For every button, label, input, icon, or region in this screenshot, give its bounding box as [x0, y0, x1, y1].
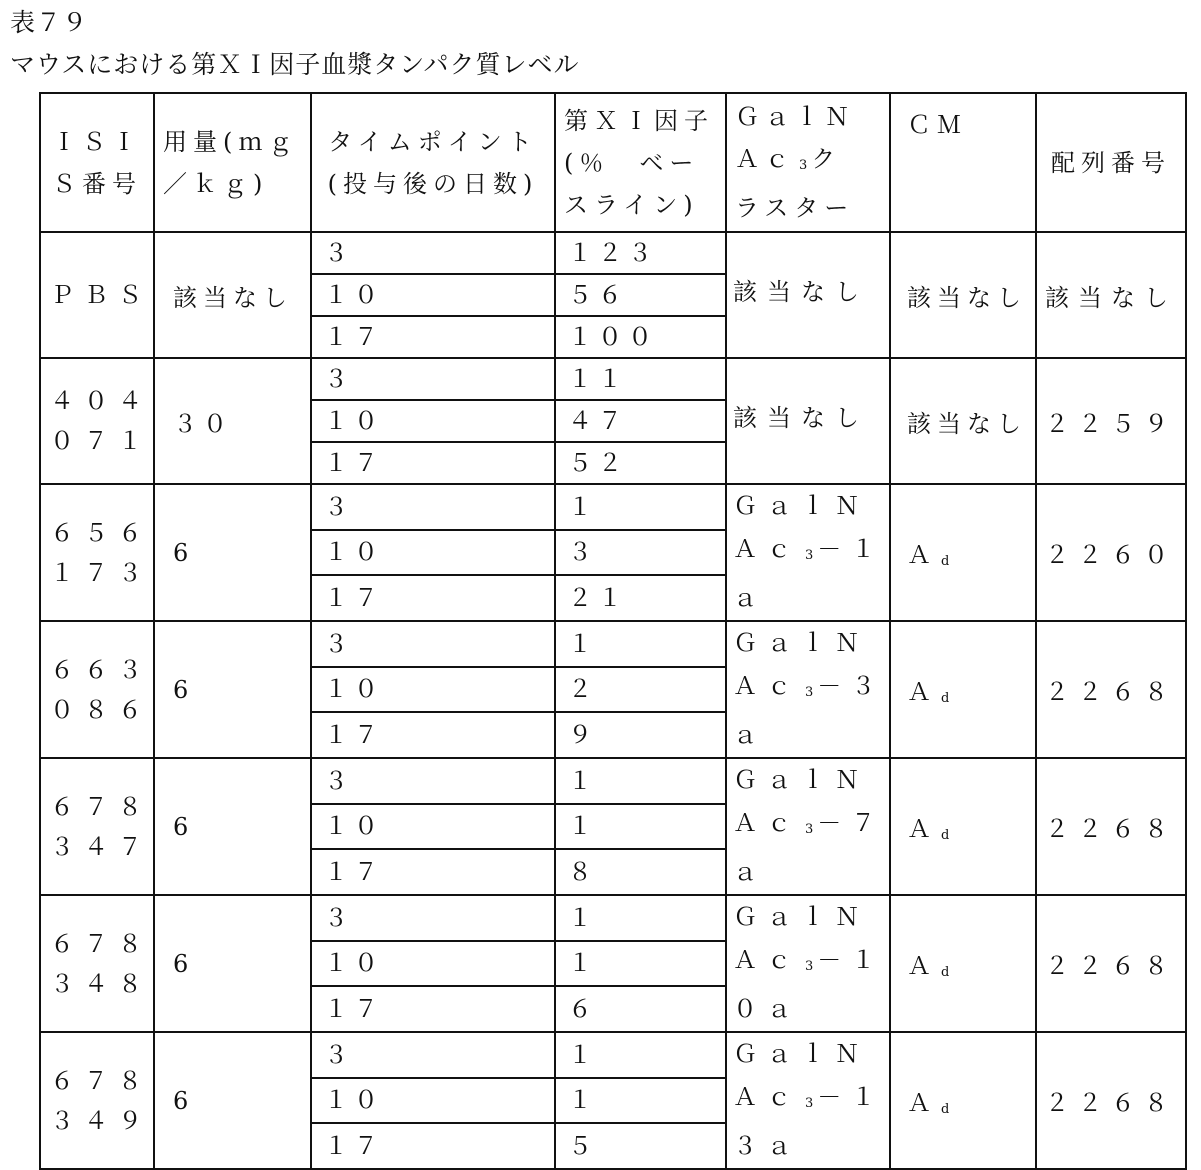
galnac-cluster [726, 232, 890, 358]
cm-sub: d [941, 1102, 950, 1117]
galnac-cluster [726, 621, 890, 758]
table-row [40, 484, 1186, 530]
table-row [40, 1032, 1186, 1078]
seq-id: ２２６８ [1036, 621, 1186, 758]
galnac-post: －１ [817, 535, 886, 563]
header-galnac-line1: ＧａｌＮ [735, 103, 855, 131]
galnac-line1: ＧａｌＮ [733, 903, 869, 931]
header-isis-line2: Ｓ番号 [52, 169, 142, 198]
isis-line1: ６５６ [50, 518, 152, 547]
timepoint: １０ [311, 804, 555, 850]
table-row [40, 621, 1186, 667]
isis-line2: ３４７ [50, 832, 152, 861]
isis-number [40, 758, 154, 895]
seq-id: ２２６０ [1036, 484, 1186, 621]
timepoint: ３ [311, 895, 555, 941]
galnac-post: －７ [817, 809, 886, 837]
galnac-post: －１ [817, 1083, 886, 1111]
galnac-cluster [726, 758, 890, 895]
dose: 6 [154, 895, 311, 1032]
galnac-line3: ａ [733, 584, 767, 612]
galnac-line1: ＧａｌＮ [733, 1040, 869, 1068]
header-galnac-post: ク [811, 145, 842, 173]
isis-number [40, 1032, 154, 1169]
galnac-post: －１ [817, 946, 886, 974]
timepoint: １０ [311, 1078, 555, 1124]
galnac-line3: ａ [733, 858, 767, 886]
header-timepoint [311, 93, 555, 232]
galnac-cluster [726, 484, 890, 621]
galnac-pre: Ａｃ [733, 672, 801, 700]
galnac-line3: ａ [733, 721, 767, 749]
isis-line2: ０７１ [50, 427, 152, 455]
isis-number [40, 895, 154, 1032]
galnac-line2 [733, 528, 889, 577]
cm [890, 621, 1036, 758]
fxi-percent: １２３ [555, 232, 726, 274]
timepoint: １０ [311, 941, 555, 987]
header-fxi-line1: 第ＸＩ因子 [564, 106, 714, 135]
galnac-line2 [733, 939, 889, 988]
header-galnac-line2 [735, 138, 881, 187]
table-row [40, 895, 1186, 941]
dose: ３０ [154, 358, 311, 484]
galnac-line2 [733, 802, 889, 851]
fxi-percent: ４７ [555, 400, 726, 442]
galnac-line2 [733, 1076, 889, 1125]
table-row [40, 358, 1186, 400]
timepoint: １７ [311, 575, 555, 621]
header-isis [40, 93, 154, 232]
header-timepoint-line2: (投与後の日数) [327, 169, 539, 198]
timepoint: ３ [311, 758, 555, 804]
dose: 該当なし [154, 232, 311, 358]
galnac-line2 [733, 665, 889, 714]
fxi-percent: ２１ [555, 575, 726, 621]
dose: 6 [154, 1032, 311, 1169]
galnac-line1: ＧａｌＮ [733, 492, 869, 520]
cm-main: 該当なし [907, 283, 1027, 312]
fxi-percent: １ [555, 1078, 726, 1124]
seq-id: 該当なし [1036, 232, 1186, 358]
isis-line2: ０８６ [50, 695, 152, 724]
cm [890, 232, 1036, 358]
header-galnac-cluster [726, 93, 890, 232]
header-cm: ＣＭ [890, 93, 1036, 232]
galnac-pre: 該当なし [733, 277, 869, 306]
table-row [40, 232, 1186, 274]
galnac-pre: 該当なし [733, 403, 869, 432]
header-dose-line1: 用量(ｍｇ [163, 127, 299, 156]
fxi-percent: １ [555, 484, 726, 530]
cm [890, 895, 1036, 1032]
galnac-line3: ０ａ [733, 995, 801, 1023]
cm [890, 758, 1036, 895]
cm-main: Ａ [907, 815, 937, 843]
cm-main: Ａ [907, 952, 937, 980]
fxi-percent: ３ [555, 530, 726, 576]
timepoint: １７ [311, 316, 555, 358]
cm-sub: d [941, 965, 950, 980]
header-seq-id: 配列番号 [1036, 93, 1186, 232]
seq-id: ２２６８ [1036, 895, 1186, 1032]
timepoint: ３ [311, 1032, 555, 1078]
galnac-sub: 3 [805, 685, 814, 700]
cm-sub: d [941, 691, 950, 706]
cm-main: 該当なし [907, 409, 1027, 438]
cm [890, 1032, 1036, 1169]
header-isis-line1: ＩＳＩ [52, 127, 142, 156]
isis-line1: ＰＢＳ [50, 281, 152, 309]
isis-line1: ６６３ [50, 655, 152, 684]
fxi-percent: ６ [555, 986, 726, 1032]
timepoint: １７ [311, 986, 555, 1032]
fxi-percent: １ [555, 621, 726, 667]
header-dose [154, 93, 311, 232]
fxi-percent: ５２ [555, 442, 726, 484]
timepoint: ３ [311, 358, 555, 400]
fxi-percent: １１ [555, 358, 726, 400]
fxi-percent: １ [555, 1032, 726, 1078]
isis-number [40, 232, 154, 358]
timepoint: ３ [311, 232, 555, 274]
header-dose-line2: ／ｋｇ) [163, 169, 269, 198]
fxi-percent: ５６ [555, 274, 726, 316]
cm [890, 484, 1036, 621]
dose: 6 [154, 484, 311, 621]
timepoint: １７ [311, 849, 555, 895]
dose: 6 [154, 758, 311, 895]
header-fxi [555, 93, 726, 232]
table-number: 表７９ [10, 8, 89, 37]
isis-line2: ３４９ [50, 1106, 152, 1135]
cm [890, 358, 1036, 484]
cm-sub: d [941, 828, 950, 843]
galnac-pre: Ａｃ [733, 946, 801, 974]
galnac-cluster [726, 895, 890, 1032]
isis-number [40, 358, 154, 484]
timepoint: １７ [311, 442, 555, 484]
dose: 6 [154, 621, 311, 758]
isis-line2: １７３ [50, 558, 152, 587]
seq-id: ２２５９ [1036, 358, 1186, 484]
timepoint: １７ [311, 1123, 555, 1169]
header-fxi-line2: (％ ベー [564, 148, 700, 177]
factor-xi-table [39, 92, 1187, 1170]
galnac-line1: ＧａｌＮ [733, 629, 869, 657]
isis-number [40, 484, 154, 621]
galnac-cluster [726, 358, 890, 484]
timepoint: １０ [311, 667, 555, 713]
galnac-pre: Ａｃ [733, 809, 801, 837]
galnac-sub: 3 [805, 822, 814, 837]
header-timepoint-line1: タイムポイント [328, 127, 538, 156]
timepoint: ３ [311, 621, 555, 667]
header-galnac-pre: Ａｃ [735, 145, 795, 173]
fxi-percent: ２ [555, 667, 726, 713]
isis-line1: ４０４ [50, 387, 152, 415]
header-fxi-line3: スライン) [564, 190, 699, 219]
galnac-sub: 3 [805, 1096, 814, 1111]
fxi-percent: １００ [555, 316, 726, 358]
galnac-line2 [733, 397, 889, 446]
galnac-cluster [726, 1032, 890, 1169]
fxi-percent: １ [555, 804, 726, 850]
isis-line1: ６７８ [50, 792, 152, 821]
galnac-line3: ３ａ [733, 1132, 801, 1160]
fxi-percent: １ [555, 758, 726, 804]
cm-main: Ａ [907, 1089, 937, 1117]
fxi-percent: ９ [555, 712, 726, 758]
table-row [40, 758, 1186, 804]
galnac-line1: ＧａｌＮ [733, 766, 869, 794]
seq-id: ２２６８ [1036, 758, 1186, 895]
isis-line1: ６７８ [50, 1066, 152, 1095]
header-galnac-sub: 3 [799, 158, 808, 173]
galnac-sub: 3 [805, 548, 814, 563]
fxi-percent: １ [555, 895, 726, 941]
header-galnac-line3: ラスター [735, 194, 855, 222]
table-title: マウスにおける第ＸＩ因子血漿タンパク質レベル [10, 50, 580, 79]
galnac-pre: Ａｃ [733, 1083, 801, 1111]
timepoint: １７ [311, 712, 555, 758]
fxi-percent: １ [555, 941, 726, 987]
fxi-percent: ５ [555, 1123, 726, 1169]
cm-main: Ａ [907, 541, 937, 569]
galnac-line2 [733, 271, 889, 320]
isis-number [40, 621, 154, 758]
cm-main: Ａ [907, 678, 937, 706]
fxi-percent: ８ [555, 849, 726, 895]
isis-line2: ３４８ [50, 969, 152, 998]
isis-line1: ６７８ [50, 929, 152, 958]
header-row [40, 93, 1186, 232]
cm-sub: d [941, 554, 950, 569]
galnac-post: －３ [817, 672, 886, 700]
galnac-sub: 3 [805, 959, 814, 974]
timepoint: ３ [311, 484, 555, 530]
seq-id: ２２６８ [1036, 1032, 1186, 1169]
timepoint: １０ [311, 530, 555, 576]
timepoint: １０ [311, 400, 555, 442]
timepoint: １０ [311, 274, 555, 316]
galnac-pre: Ａｃ [733, 535, 801, 563]
